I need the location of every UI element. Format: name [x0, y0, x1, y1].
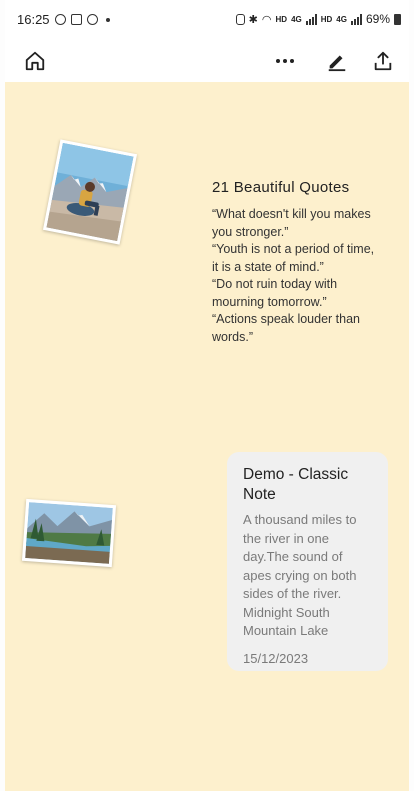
classic-note-card[interactable]: [227, 452, 388, 671]
quote-line: “Youth is not a period of time,: [212, 242, 375, 256]
bluetooth-icon: ✱: [248, 13, 258, 26]
quote-line: “Do not ruin today with: [212, 277, 338, 291]
gallery-notification-icon: [71, 14, 82, 25]
battery-percent: 69%: [365, 12, 390, 26]
quote-line: it is a state of mind.”: [212, 259, 324, 274]
quote-line: words.”: [212, 329, 253, 344]
status-time: 16:25: [17, 12, 50, 27]
signal-icon: [306, 14, 317, 25]
network-label: HD: [275, 14, 288, 24]
status-right: [236, 12, 401, 26]
quote-line: “What doesn't kill you makes: [212, 207, 371, 221]
landscape-image: [25, 502, 113, 564]
more-button[interactable]: [268, 44, 302, 78]
quotes-body: [212, 206, 402, 346]
more-notifications-icon: [106, 18, 110, 22]
share-button[interactable]: [366, 44, 400, 78]
home-button[interactable]: [18, 44, 52, 78]
more-icon: [273, 49, 297, 73]
note-title: Demo - Classic Note: [243, 466, 349, 503]
status-bar: [5, 0, 409, 40]
network-type: 4G: [291, 14, 302, 24]
quotes-text-block[interactable]: [212, 179, 402, 346]
note-canvas[interactable]: [5, 82, 409, 791]
wifi-icon: ◠: [261, 13, 272, 26]
quote-line: mourning tomorrow.”: [212, 294, 327, 309]
hiker-image: [46, 143, 133, 241]
share-icon: [372, 50, 394, 72]
quote-line: you stronger.”: [212, 224, 289, 239]
home-icon: [24, 50, 46, 72]
network-label: HD: [320, 14, 333, 24]
signal-icon: [351, 14, 362, 25]
app-bar: [5, 40, 409, 82]
edit-button[interactable]: [320, 44, 354, 78]
network-type: 4G: [336, 14, 347, 24]
hiker-photo[interactable]: [43, 139, 137, 244]
landscape-photo[interactable]: [22, 499, 116, 567]
battery-icon: [394, 14, 401, 25]
note-date: 15/12/2023: [243, 650, 309, 666]
lock-status-icon: [236, 14, 245, 25]
notification-icon: [55, 14, 66, 25]
edit-icon: [326, 50, 348, 72]
quotes-title: 21 Beautiful Quotes: [212, 179, 350, 196]
note-body: A thousand miles to the river in one day.The sound of apes crying on both sides of the river. Midnight South Mountain Lake: [243, 512, 357, 638]
status-left: [17, 12, 110, 27]
quote-line: “Actions speak louder than: [212, 312, 361, 326]
screen: [5, 0, 409, 791]
notification-icon: [87, 14, 98, 25]
